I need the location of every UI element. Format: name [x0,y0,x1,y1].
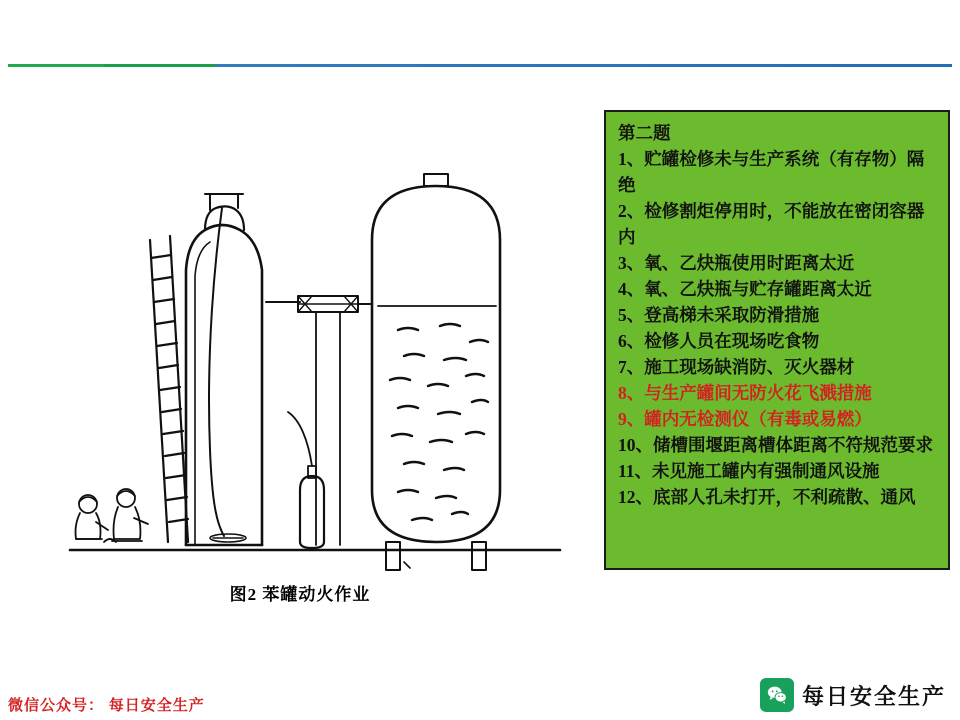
workers-sitting [76,489,149,542]
brand-name: 每日安全生产 [801,683,946,709]
brand-logo-block [760,678,946,712]
gas-cylinder [288,412,324,548]
answer-item: 12、底部人孔未打开，不利疏散、通风 [618,487,916,507]
answer-item: 6、检修人员在现场吃食物 [618,331,820,351]
illustration-svg [0,90,600,610]
answer-title: 第二题 [618,123,671,143]
answer-box [604,110,950,570]
figure-caption: 图2 苯罐动火作业 [229,585,371,604]
liquid-ripples [390,324,488,520]
answer-item-highlighted: 8、与生产罐间无防火花飞溅措施 [618,383,872,403]
answer-item: 3、氧、乙炔瓶使用时距离太近 [618,253,855,273]
answer-item: 2、检修割炬停用时，不能放在密闭容器内 [618,201,925,247]
answer-item: 5、登高梯未采取防滑措施 [618,305,820,325]
wechat-account-note: 微信公众号： 每日安全生产 [8,698,205,714]
benzene-tank-hot-work-illustration [0,90,600,610]
footer-divider [0,716,960,720]
ladder [150,236,188,542]
header-divider-accent [8,64,104,67]
wechat-icon [760,678,794,712]
answer-item: 10、储槽围堰距离槽体距离不符规范要求 [618,435,933,455]
answer-item: 4、氧、乙炔瓶与贮存罐距离太近 [618,279,872,299]
header-divider [8,64,952,67]
answer-item-highlighted: 9、罐内无检测仪（有毒或易燃） [618,409,872,429]
pipe-rack [262,296,372,545]
horizontal-pressure-vessel-with-liquid [372,174,500,570]
vertical-storage-tank [186,194,262,545]
answer-item: 11、未见施工罐内有强制通风设施 [618,461,880,481]
answer-item: 7、施工现场缺消防、灭火器材 [618,357,855,377]
answer-item: 1、贮罐检修未与生产系统（有存物）隔绝 [618,149,925,195]
